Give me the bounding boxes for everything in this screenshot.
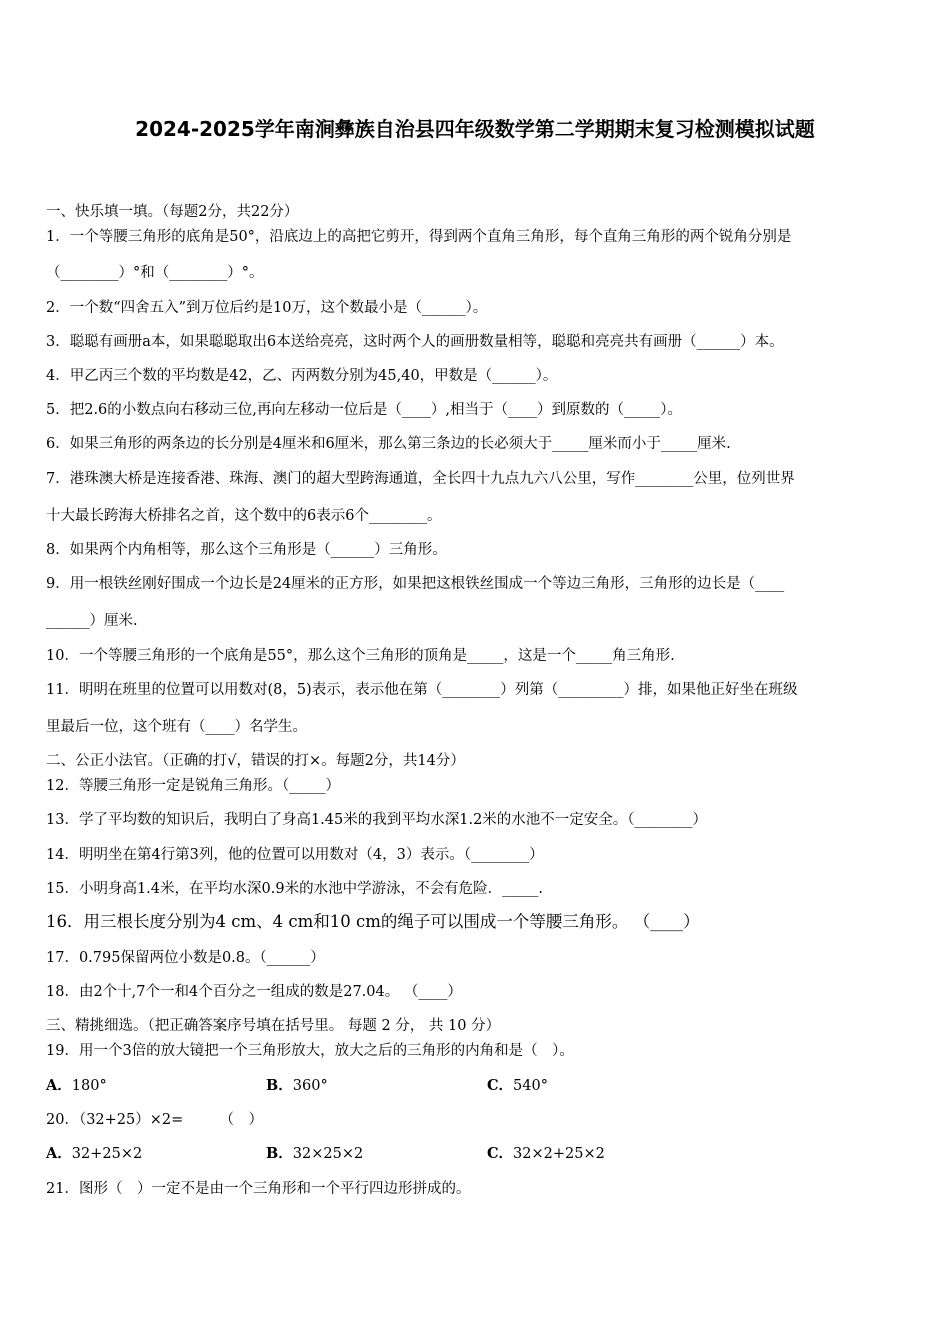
question-15: 15．小明身高1.4米，在平均水深0.9米的水池中学游泳，不会有危险．_____. (46, 881, 543, 897)
section-heading-2: 二、公正小法官。（正确的打√，错误的打×。每题2分，共14分） (46, 753, 465, 769)
question-1-line-2: （________）°和（________）°。 (46, 265, 264, 281)
question-18: 18．由2个十,7个一和4个百分之一组成的数是27.04。 （____） (46, 984, 462, 1000)
question-16: 16．用三根长度分别为4 cm、4 cm和10 cm的绳子可以围成一个等腰三角形。 （____） (46, 912, 700, 931)
question-8: 8．如果两个内角相等，那么这个三角形是（______）三角形。 (46, 542, 447, 558)
question-9-line-1: 9．用一根铁丝刚好围成一个边长是24厘米的正方形，如果把这根铁丝围成一个等边三角形，三角形的边长是（____ (46, 576, 785, 592)
option-letter: B． (266, 1145, 293, 1162)
page-title: 2024-2025学年南涧彝族自治县四年级数学第二学期期末复习检测模拟试题 (135, 117, 815, 141)
option-text: 360° (292, 1078, 328, 1094)
question-10: 10．一个等腰三角形的一个底角是55°，那么这个三角形的顶角是_____，这是一个_____角三角形. (46, 648, 675, 664)
q19-option-c (487, 1076, 548, 1096)
question-6: 6．如果三角形的两条边的长分别是4厘米和6厘米，那么第三条边的长必须大于_____厘米而小于_____厘米. (46, 436, 731, 452)
option-letter: C． (487, 1145, 514, 1162)
question-12: 12．等腰三角形一定是锐角三角形。（_____） (46, 778, 340, 794)
q20-option-c (487, 1144, 605, 1164)
option-letter: C． (487, 1077, 514, 1094)
option-text: 32×2+25×2 (513, 1146, 605, 1162)
option-letter: A． (46, 1145, 72, 1162)
question-7-line-1: 7．港珠澳大桥是连接香港、珠海、澳门的超大型跨海通道，全长四十九点九六八公里，写作________公里，位列世界 (46, 471, 795, 487)
question-2: 2．一个数“四舍五入”到万位后约是10万，这个数最小是（______）。 (46, 300, 488, 316)
question-11-line-1: 11．明明在班里的位置可以用数对(8，5)表示，表示他在第（________）列第（_________）排，如果他正好坐在班级 (46, 682, 798, 698)
q20-option-b (266, 1144, 363, 1164)
question-21: 21．图形（ ）一定不是由一个三角形和一个平行四边形拼成的。 (46, 1181, 471, 1197)
question-19: 19．用一个3倍的放大镜把一个三角形放大，放大之后的三角形的内角和是（ ）。 (46, 1043, 574, 1059)
question-5: 5．把2.6的小数点向右移动三位,再向左移动一位后是（____）,相当于（____）到原数的（_____）。 (46, 402, 683, 418)
q19-option-a (46, 1076, 107, 1096)
question-1-line-1: 1．一个等腰三角形的底角是50°，沿底边上的高把它剪开，得到两个直角三角形，每个直角三角形的两个锐角分别是 (46, 229, 792, 245)
option-text: 540° (513, 1078, 548, 1094)
question-7-line-2: 十大最长跨海大桥排名之首，这个数中的6表示6个________。 (46, 508, 442, 524)
q20-option-a (46, 1144, 142, 1164)
option-text: 180° (71, 1078, 107, 1094)
option-text: 32+25×2 (71, 1146, 143, 1162)
option-letter: A． (46, 1077, 72, 1094)
question-17: 17．0.795保留两位小数是0.8。（______） (46, 950, 325, 966)
question-11-line-2: 里最后一位，这个班有（____）名学生。 (46, 719, 307, 735)
section-heading-1: 一、快乐填一填。（每题2分，共22分） (46, 204, 299, 220)
question-14: 14．明明坐在第4行第3列，他的位置可以用数对（4，3）表示。（________） (46, 847, 544, 863)
question-4: 4．甲乙丙三个数的平均数是42，乙、丙两数分别为45,40，甲数是（______）。 (46, 368, 558, 384)
option-text: 32×25×2 (292, 1146, 364, 1162)
question-13: 13．学了平均数的知识后，我明白了身高1.45米的我到平均水深1.2米的水池不一定安全。（________） (46, 812, 708, 828)
section-heading-3: 三、精挑细选。（把正确答案序号填在括号里。 每题 2 分， 共 10 分） (46, 1018, 501, 1034)
option-letter: B． (266, 1077, 293, 1094)
question-3: 3．聪聪有画册a本，如果聪聪取出6本送给亮亮，这时两个人的画册数量相等，聪聪和亮亮共有画册（______）本。 (46, 334, 784, 350)
question-9-line-2: ______）厘米. (46, 613, 138, 629)
q19-option-b (266, 1076, 328, 1096)
question-20: 20．（32+25）×2= （ ） (46, 1112, 264, 1128)
